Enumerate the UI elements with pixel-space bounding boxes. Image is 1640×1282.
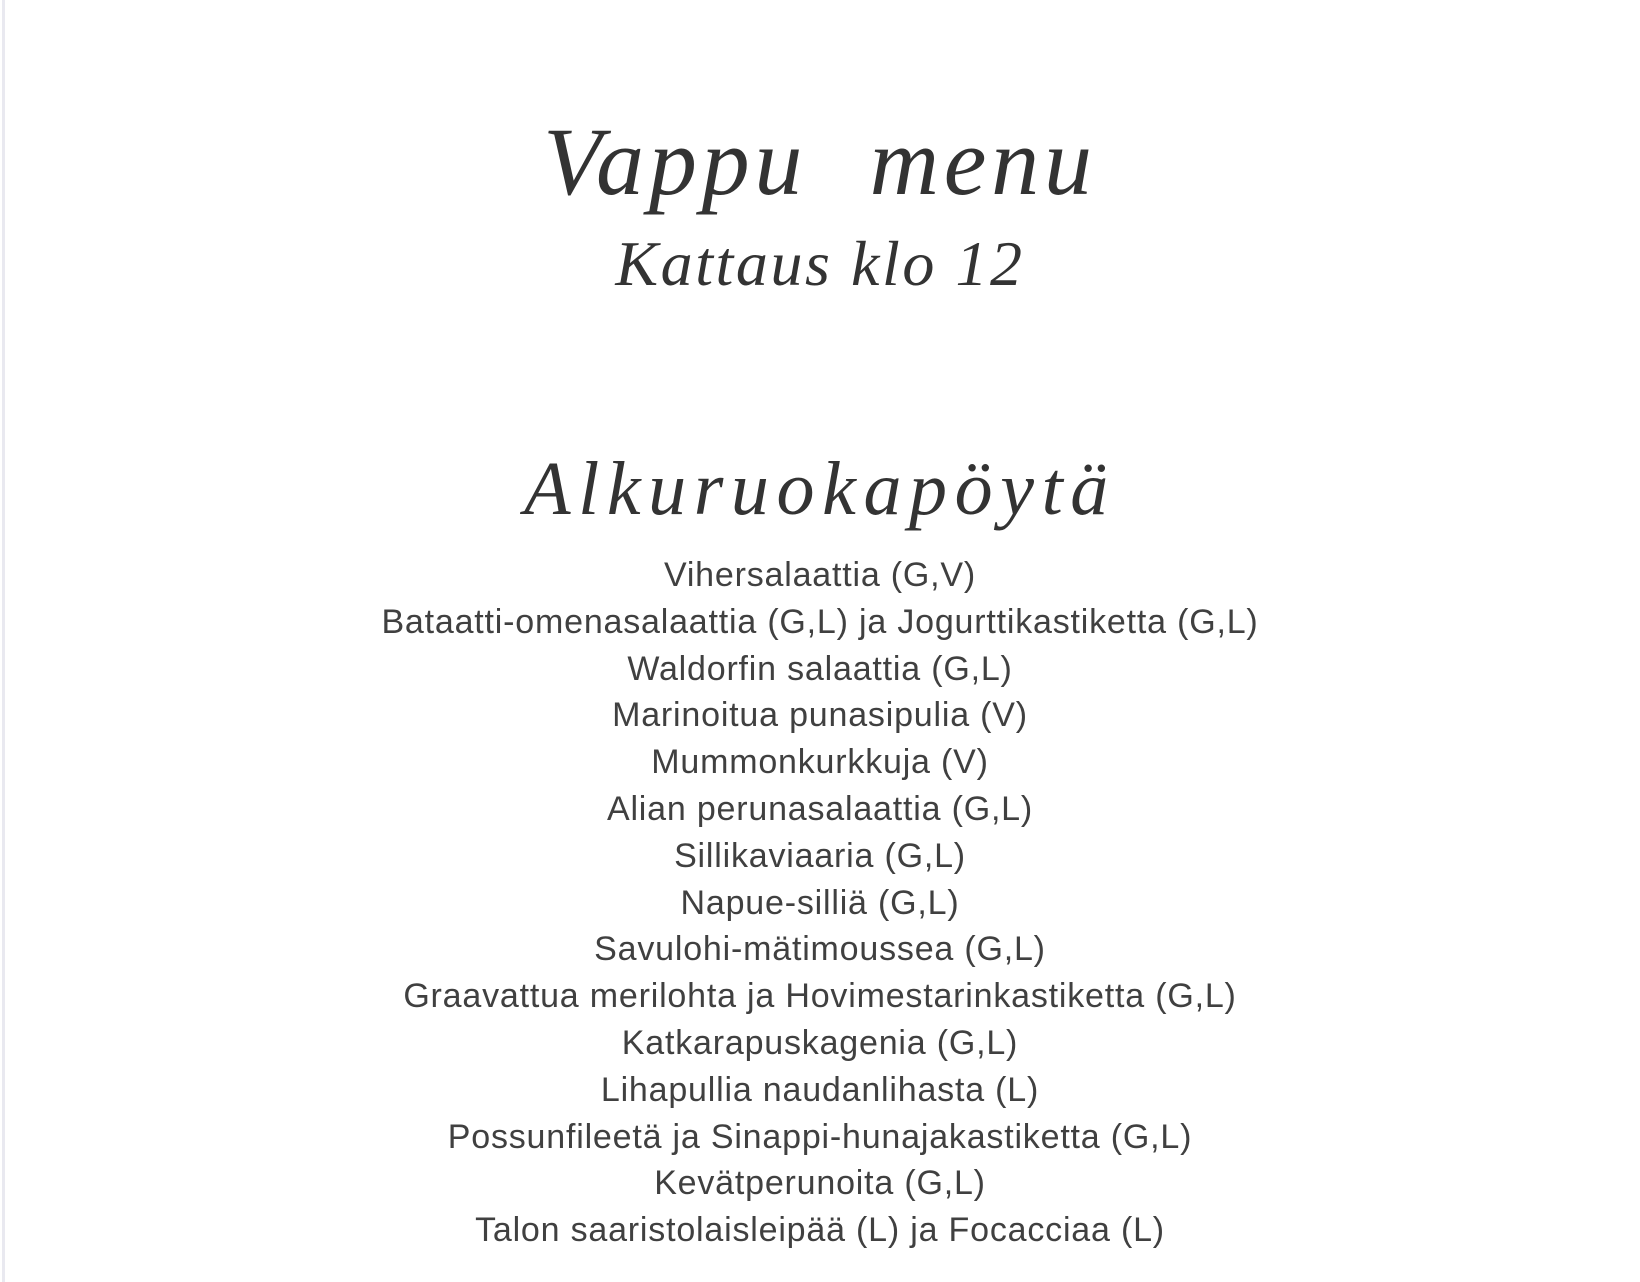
menu-title: Vappu menu [543, 108, 1097, 216]
menu-item: Vihersalaattia (G,V) [663, 556, 977, 594]
menu-item: Marinoitua punasipulia (V) [612, 696, 1028, 735]
menu-item: Savulohi-mätimoussea (G,L) [594, 930, 1046, 969]
menu-item: Lihapullia naudanlihasta (L) [600, 1070, 1040, 1109]
menu-item: Talon saaristolaisleipää (L) ja Focacciaa (L) [475, 1211, 1165, 1250]
menu-item: Sillikaviaaria (G,L) [674, 836, 966, 875]
menu-item: Napue-silliä (G,L) [680, 883, 960, 922]
menu-item: Waldorfin salaattia (G,L) [627, 649, 1013, 688]
section-heading-starters: Alkuruokapöytä [524, 447, 1116, 532]
menu-item: Graavattua merilohta ja Hovimestarinkastiketta (G,L) [403, 977, 1237, 1016]
menu-item: Katkarapuskagenia (G,L) [621, 1023, 1019, 1062]
menu-item: Kevätperunoita (G,L) [654, 1164, 986, 1203]
menu-subtitle: Kattaus klo 12 [615, 228, 1025, 300]
menu-item: Bataatti-omenasalaattia (G,L) ja Jogurttikastiketta (G,L) [381, 602, 1259, 641]
starters-menu-list [0, 552, 1640, 1254]
menu-item: Possunfileetä ja Sinappi-hunajakastiketta (G,L) [447, 1117, 1193, 1156]
menu-item: Mummonkurkkuja (V) [651, 743, 989, 782]
menu-item: Alian perunasalaattia (G,L) [606, 789, 1034, 828]
